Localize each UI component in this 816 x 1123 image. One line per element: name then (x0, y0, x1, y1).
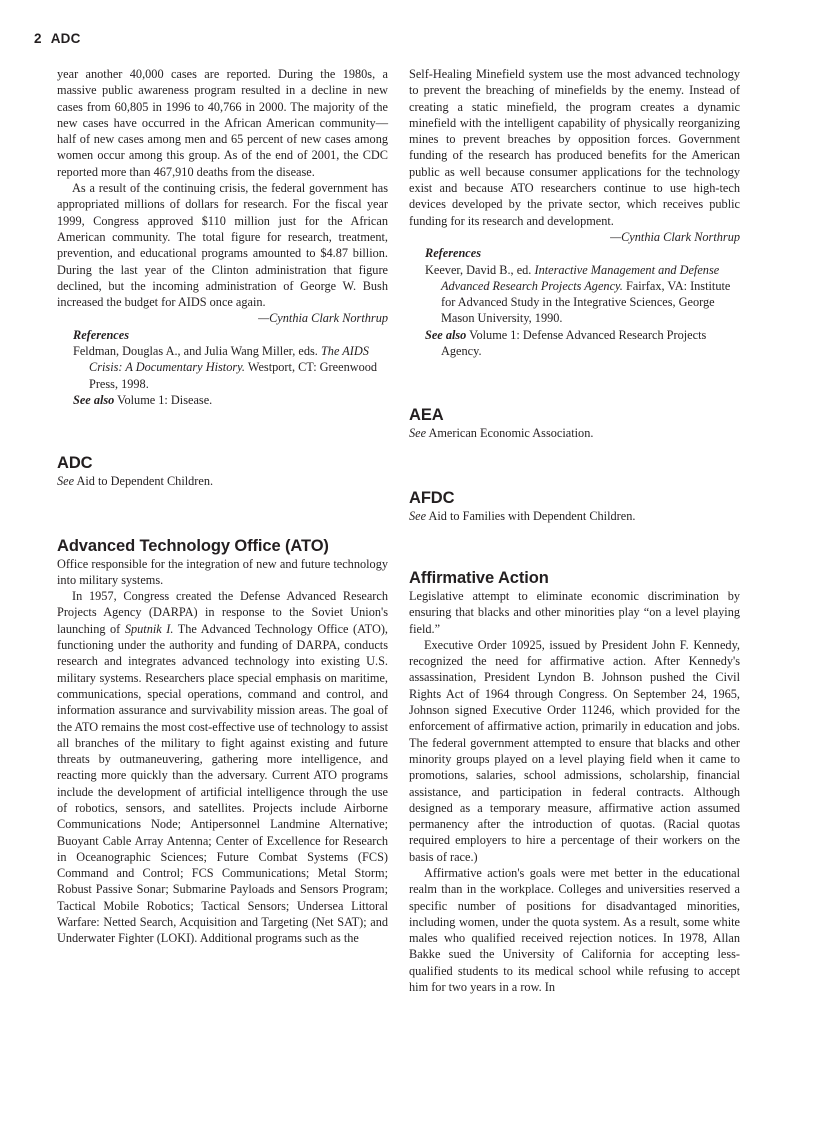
aids-ref-publisher: Westport, CT: Greenwood Press, 1998. (89, 360, 378, 391)
aids-paragraph-2: As a result of the continuing crisis, the federal government has appropriated millions of dollars for research. For the fiscal year 1999, Congress approved $110 million just for the African American community. The total figure for research, treatment, prevention, and educational programs amounted to $4.87 billion. During the last year of the Clinton administration that figure declined, but the incoming administration of George W. Bush increased the budget for AIDS once again. (57, 181, 388, 310)
aids-see-also-label: See also (73, 392, 115, 407)
ato-see-also-text: Volume 1: Defense Advanced Research Projects Agency. (441, 327, 707, 359)
right-column (409, 66, 740, 995)
aa-paragraph-2: Affirmative action's goals were met better in the educational realm than in the workplace. Colleges and universities reserved a specific number of positions for disadvantaged minorities, including women, under the quota system. As a result, some white males who qualified received rejection notices. In 1978, Allan Bakke sued the University of California for accepting less-qualified students to its medical school while refusing to accept him for two years in a row. In (409, 865, 740, 995)
ato-heading: Advanced Technology Office (ATO) (57, 536, 329, 555)
aea-see (409, 425, 740, 441)
aa-definition: Legislative attempt to eliminate economic discrimination by ensuring that blacks and other minorities play “on a level playing field.” (409, 588, 740, 636)
page-number: 2 (34, 31, 42, 46)
aids-ref-title: The AIDS Crisis: A Documentary History. (89, 344, 369, 375)
aids-reference (73, 343, 388, 392)
ato-p1-rest: The Advanced Technology Office (ATO), functioning under the authority and funding of DARPA, conducts research and integrates advanced technology into existing U.S. military systems. Researchers place special emphasis on maritime, communications, special operations, command and control, and information assurance and survivability mission areas. The goal of the ATO remains the most cost-effective use of technology to assist all branches of the military to fight against existing and future threats by outmaneuvering, gathering more intelligence, and reacting more quickly than the adversary. Current ATO programs include the development of artificial intelligence through the use of robotics, sensors, and satellites. Projects include Airborne Communications Node; Antipersonnel Landmine Alternative; Buoyant Cable Array Antenna; Center of Excellence for Research in Oceanographic Sciences; Future Combat Systems (FCS) Command and Control; FCS Communications; Metal Storm; Robust Passive Sonar; Submarine Payloads and Sensors Program; Tactical Mobile Robotics; Tactical Sensors; Undersea Littoral Warfare: Netted Search, Acquisition and Targeting (Net SAT); and Underwater Fighter (LOKI). Additional programs such as the (57, 621, 388, 946)
running-head (34, 31, 81, 46)
ato-reference (425, 262, 740, 327)
ato-p1-sputnik: Sputnik I. (124, 621, 174, 636)
aea-see-text: American Economic Association. (426, 426, 594, 441)
ato-references-label: References (425, 246, 481, 261)
ato-signature: —Cynthia Clark Northrup (610, 229, 740, 244)
ato-paragraph-2: Self-Healing Minefield system use the most advanced technology to prevent the breaching of minefields by the enemy. Instead of creating a static minefield, the program creates a dynamic minefield with the intelligent capability of physically reorganizing mines to prevent breaches by opposition forces. Government funding of the research has produced benefits for the American public as well because consumer applications for the technology exist and because ATO researchers continue to use high-tech devices developed by the private sector, which receives public funding for its research and development. (409, 67, 740, 228)
aa-paragraph-1: Executive Order 10925, issued by President John F. Kennedy, recognized the need for affirmative action. After Kennedy's assassination, President Lyndon B. Johnson pushed the Civil Rights Act of 1964 through Congress. On September 24, 1965, Johnson signed Executive Order 11246, which provided for the enforcement of affirmative action, primarily in education and jobs. The federal government attempted to ensure that blacks and other minority groups played on a level playing field when it came to promotions, salaries, school admissions, scholarship, financial assistance, and participation in federal contracts. Although designed as a temporary measure, affirmative action assumed permanency after the introduction of quotas. (Racial quotas required employers to hire a percentage of their workers on the basis of race.) (409, 637, 740, 864)
ato-see-also-label: See also (425, 327, 467, 342)
adc-heading: ADC (57, 454, 93, 473)
ato-paragraph-1 (57, 588, 388, 947)
aids-references-label: References (73, 327, 129, 342)
afdc-see-text: Aid to Families with Dependent Children. (426, 508, 636, 523)
affirmative-action-heading: Affirmative Action (409, 568, 549, 587)
aea-see-label: See (409, 426, 427, 441)
ato-p1-start: In 1957, Congress created the Defense Advanced Research Projects Agency (DARPA) in response to the Soviet Union's launching of (57, 589, 388, 636)
aids-see-also-text: Volume 1: Disease. (114, 392, 213, 407)
afdc-see (409, 508, 740, 524)
running-head-title: ADC (50, 31, 81, 46)
ato-definition: Office responsible for the integration of new and future technology into military systems. (57, 556, 388, 587)
aids-ref-authors: Feldman, Douglas A., and Julia Wang Miller, eds. (73, 344, 321, 359)
adc-see (57, 473, 388, 489)
afdc-see-label: See (409, 508, 427, 523)
ato-ref-authors: Keever, David B., ed. (425, 262, 535, 277)
aids-see-also (73, 392, 388, 408)
aids-signature: —Cynthia Clark Northrup (258, 311, 388, 326)
aea-heading: AEA (409, 406, 444, 425)
aids-paragraph-1: year another 40,000 cases are reported. During the 1980s, a massive public awareness program resulted in a decline in new cases from 60,805 in 1996 to 40,766 in 2000. The majority of the new cases have occurred in the African American community—half of new cases among men and 65 percent of new cases among women occur among this group. As of the end of 2001, the CDC reported more than 467,910 deaths from the disease. (57, 67, 388, 179)
ato-ref-publisher: Fairfax, VA: Institute for Advanced Study in the Integrative Sciences, George Mason University, 1990. (441, 278, 731, 326)
left-column (57, 66, 388, 947)
afdc-heading: AFDC (409, 488, 455, 507)
ato-ref-title: Interactive Management and Defense Advanced Research Projects Agency. (441, 262, 720, 293)
adc-see-label: See (57, 474, 75, 489)
adc-see-text: Aid to Dependent Children. (74, 474, 214, 489)
ato-see-also (425, 327, 740, 360)
